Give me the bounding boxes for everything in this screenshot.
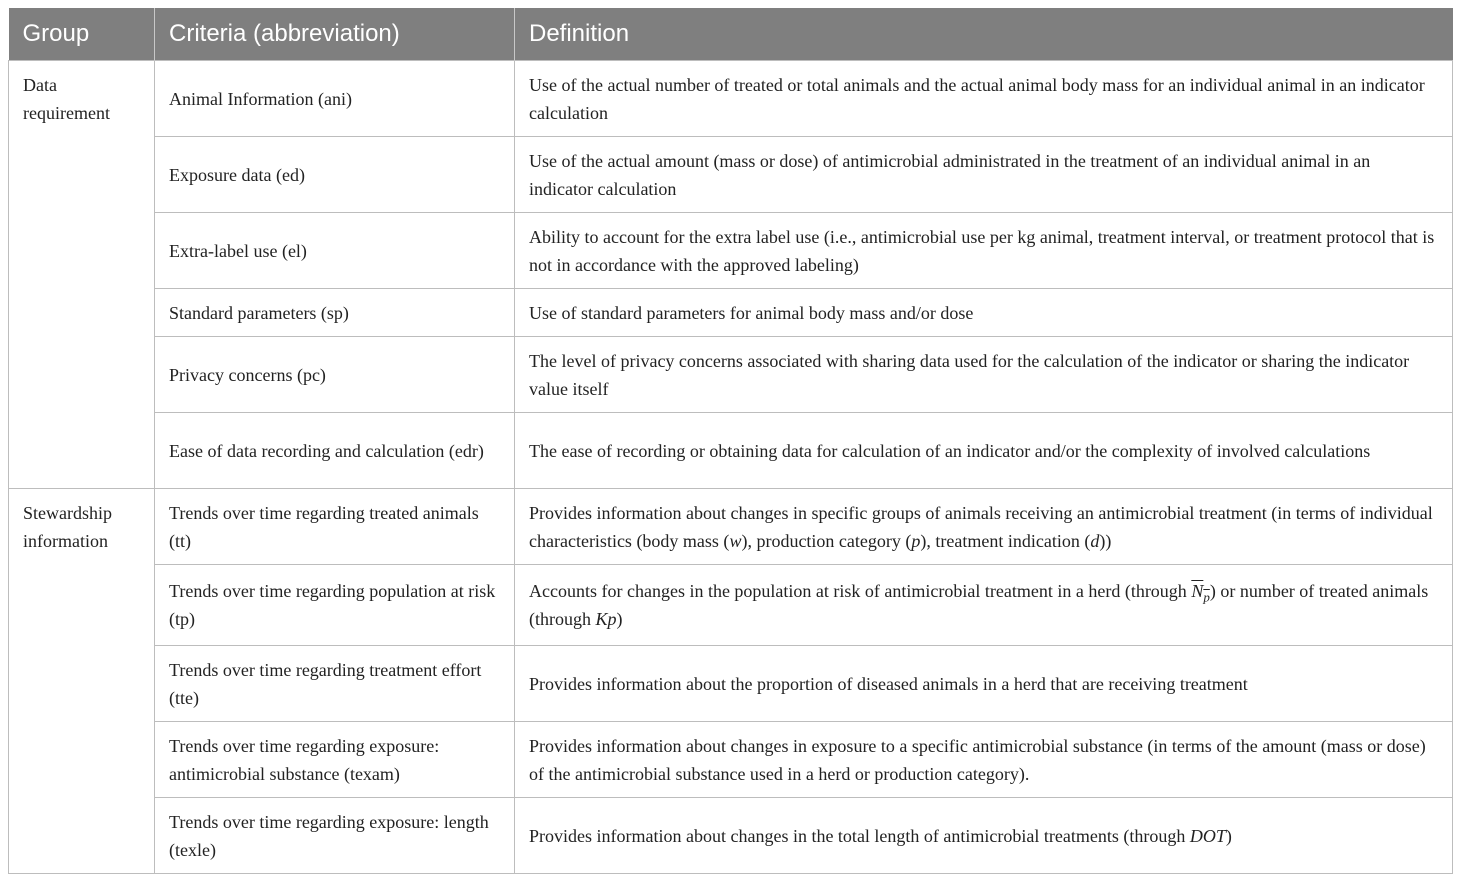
variable-np-sub: p bbox=[1203, 589, 1210, 605]
definition-cell: Provides information about changes in exposure to a specific antimicrobial substance (in terms of the amount (mass or dose) of the antimicrobial substance used in a herd or production category). bbox=[515, 722, 1453, 798]
table-row bbox=[9, 646, 1453, 722]
definition-text: ) bbox=[616, 609, 623, 629]
definition-cell: The ease of recording or obtaining data for calculation of an indicator and/or the complexity of involved calculations bbox=[515, 413, 1453, 489]
criteria-cell: Exposure data (ed) bbox=[155, 137, 515, 213]
variable-d: d bbox=[1090, 530, 1100, 551]
variable-dot: DOT bbox=[1189, 825, 1226, 846]
variable-kp: Kp bbox=[595, 609, 617, 629]
variable-np bbox=[1191, 581, 1210, 605]
criteria-cell: Standard parameters (sp) bbox=[155, 289, 515, 337]
definition-cell: Use of the actual number of treated or total animals and the actual animal body mass for an individual animal in an indicator calculation bbox=[515, 61, 1453, 137]
criteria-cell: Trends over time regarding exposure: antimicrobial substance (texam) bbox=[155, 722, 515, 798]
table-row bbox=[9, 565, 1453, 646]
variable-np-base: N bbox=[1191, 581, 1204, 601]
definition-text: Provides information about changes in the total length of antimicrobial treatments (through bbox=[529, 825, 1190, 846]
definition-cell bbox=[515, 565, 1453, 646]
criteria-cell: Privacy concerns (pc) bbox=[155, 337, 515, 413]
criteria-cell: Trends over time regarding population at risk (tp) bbox=[155, 565, 515, 646]
group-cell-stewardship-information: Stewardship information bbox=[9, 489, 155, 874]
definition-text: )) bbox=[1099, 530, 1112, 551]
criteria-cell: Trends over time regarding treatment effort (tte) bbox=[155, 646, 515, 722]
criteria-table bbox=[8, 8, 1453, 874]
definition-cell: The level of privacy concerns associated with sharing data used for the calculation of the indicator or sharing the indicator value itself bbox=[515, 337, 1453, 413]
table-row bbox=[9, 413, 1453, 489]
table-header-row bbox=[9, 8, 1453, 61]
definition-text: Accounts for changes in the population at risk of antimicrobial treatment in a herd (through bbox=[529, 581, 1192, 601]
definition-cell: Ability to account for the extra label use (i.e., antimicrobial use per kg animal, treatment interval, or treatment protocol that is not in accordance with the approved labeling) bbox=[515, 213, 1453, 289]
criteria-table-container bbox=[8, 8, 1452, 874]
definition-text: ), production category ( bbox=[741, 530, 912, 551]
table-row bbox=[9, 213, 1453, 289]
definition-text: Provides information about changes in specific groups of animals receiving an antimicrobial treatment (in terms of individual characteristics (body mass ( bbox=[529, 502, 1433, 551]
table-row bbox=[9, 489, 1453, 565]
definition-cell: Provides information about the proportion of diseased animals in a herd that are receiving treatment bbox=[515, 646, 1453, 722]
group-cell-data-requirement: Data requirement bbox=[9, 61, 155, 489]
table-row bbox=[9, 61, 1453, 137]
header-criteria: Criteria (abbreviation) bbox=[155, 8, 515, 61]
criteria-cell: Trends over time regarding exposure: length (texle) bbox=[155, 798, 515, 874]
variable-w: w bbox=[729, 530, 742, 551]
criteria-cell: Extra-label use (el) bbox=[155, 213, 515, 289]
definition-cell: Use of the actual amount (mass or dose) of antimicrobial administrated in the treatment of an individual animal in an indicator calculation bbox=[515, 137, 1453, 213]
table-row bbox=[9, 722, 1453, 798]
definition-text: ), treatment indication ( bbox=[920, 530, 1091, 551]
table-row bbox=[9, 137, 1453, 213]
table-row bbox=[9, 289, 1453, 337]
definition-cell: Use of standard parameters for animal body mass and/or dose bbox=[515, 289, 1453, 337]
table-row bbox=[9, 798, 1453, 874]
definition-cell bbox=[515, 798, 1453, 874]
criteria-cell: Trends over time regarding treated animals (tt) bbox=[155, 489, 515, 565]
variable-p: p bbox=[911, 530, 921, 551]
header-definition: Definition bbox=[515, 8, 1453, 61]
definition-text: ) or number of treated animals (through bbox=[529, 581, 1429, 629]
definition-text: ) bbox=[1225, 825, 1232, 846]
table-row bbox=[9, 337, 1453, 413]
criteria-cell: Animal Information (ani) bbox=[155, 61, 515, 137]
header-group: Group bbox=[9, 8, 155, 61]
definition-cell bbox=[515, 489, 1453, 565]
criteria-cell: Ease of data recording and calculation (edr) bbox=[155, 413, 515, 489]
